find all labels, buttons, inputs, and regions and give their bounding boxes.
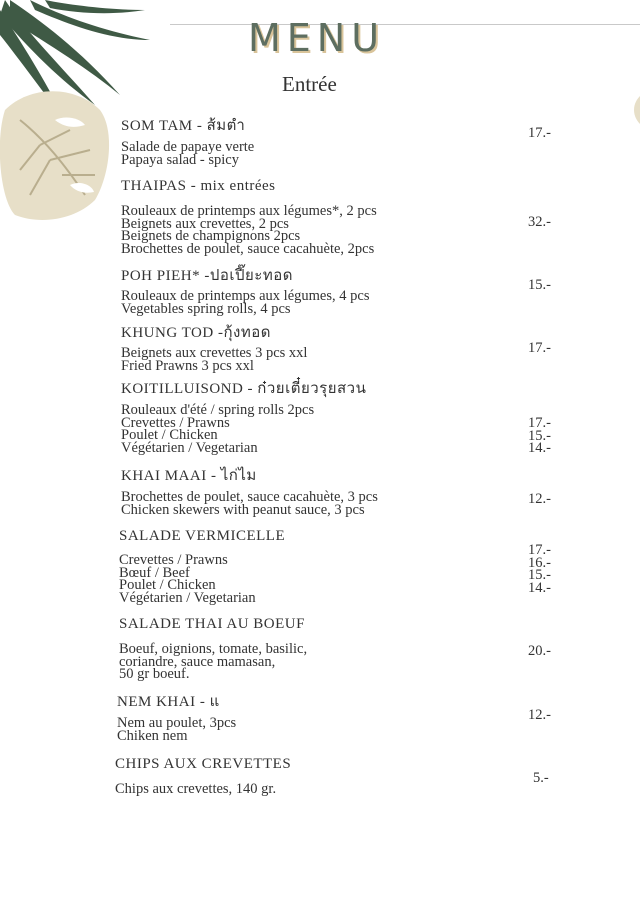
- item-name-som-tam: SOM TAM - ส้มตำ: [121, 118, 246, 134]
- item-desc-poh-pieh: Rouleaux de printemps aux légumes, 4 pcs Vegetables spring rolls, 4 pcs: [121, 288, 370, 317]
- item-desc-koitilluisond: Rouleaux d'été / spring rolls 2pcs Crevettes / Prawns Poulet / Chicken Végétarien / Vegetarian: [121, 402, 315, 457]
- header-rule: [170, 24, 640, 25]
- item-name-salade-thai-au-boeuf: SALADE THAI AU BOEUF: [119, 616, 305, 632]
- item-price-som-tam: 17.-: [528, 125, 551, 141]
- item-prices-koitilluisond: 17.- 15.- 14.-: [528, 415, 551, 457]
- item-name-khung-tod: KHUNG TOD -กุ้งทอด: [121, 325, 271, 341]
- section-title: Entrée: [282, 72, 337, 96]
- item-name-khai-maai: KHAI MAAI - ไก่ไม: [121, 468, 257, 484]
- item-desc-som-tam: Salade de papaye verte Papaya salad - spicy: [121, 139, 255, 168]
- item-desc-thaipas: Rouleaux de printemps aux légumes*, 2 pcs Beignets aux crevettes, 2 pcs Beignets de champignons 2pcs Brochettes de poulet, sauce cacahuète, 2pcs: [121, 203, 377, 258]
- item-desc-salade-vermicelle: Crevettes / Prawns Bœuf / Beef Poulet / Chicken Végétarien / Vegetarian: [119, 552, 256, 607]
- item-desc-salade-thai-au-boeuf: Boeuf, oignions, tomate, basilic, coriandre, sauce mamasan, 50 gr boeuf.: [119, 641, 308, 683]
- item-name-poh-pieh: POH PIEH* -ปอเปี๊ยะทอด: [121, 268, 293, 284]
- item-name-salade-vermicelle: SALADE VERMICELLE: [119, 528, 286, 544]
- item-price-nem-khai: 12.-: [528, 707, 551, 723]
- item-desc-khai-maai: Brochettes de poulet, sauce cacahuète, 3 pcs Chicken skewers with peanut sauce, 3 pcs: [121, 489, 378, 518]
- item-name-koitilluisond: KOITILLUISOND - ก๋วยเตี๋ยวรุยสวน: [121, 381, 367, 397]
- item-name-nem-khai: NEM KHAI - แ: [117, 694, 220, 710]
- item-desc-nem-khai: Nem au poulet, 3pcs Chiken nem: [117, 715, 237, 744]
- item-name-chips-aux-crevettes: CHIPS AUX CREVETTES: [115, 756, 292, 772]
- item-price-poh-pieh: 15.-: [528, 277, 551, 293]
- item-prices-salade-vermicelle: 17.- 16.- 15.- 14.-: [528, 542, 551, 597]
- item-desc-khung-tod: Beignets aux crevettes 3 pcs xxl Fried Prawns 3 pcs xxl: [121, 345, 308, 374]
- item-price-khai-maai: 12.-: [528, 491, 551, 507]
- item-desc-chips-aux-crevettes: Chips aux crevettes, 140 gr.: [115, 781, 277, 797]
- item-name-thaipas: THAIPAS - mix entrées: [121, 178, 276, 194]
- item-price-khung-tod: 17.-: [528, 340, 551, 356]
- item-price-thaipas: 32.-: [528, 214, 551, 230]
- menu-title: MENU: [248, 16, 386, 60]
- leaf-edge-decoration: [630, 96, 640, 126]
- item-price-chips-aux-crevettes: 5.-: [533, 770, 549, 786]
- item-price-salade-thai-au-boeuf: 20.-: [528, 643, 551, 659]
